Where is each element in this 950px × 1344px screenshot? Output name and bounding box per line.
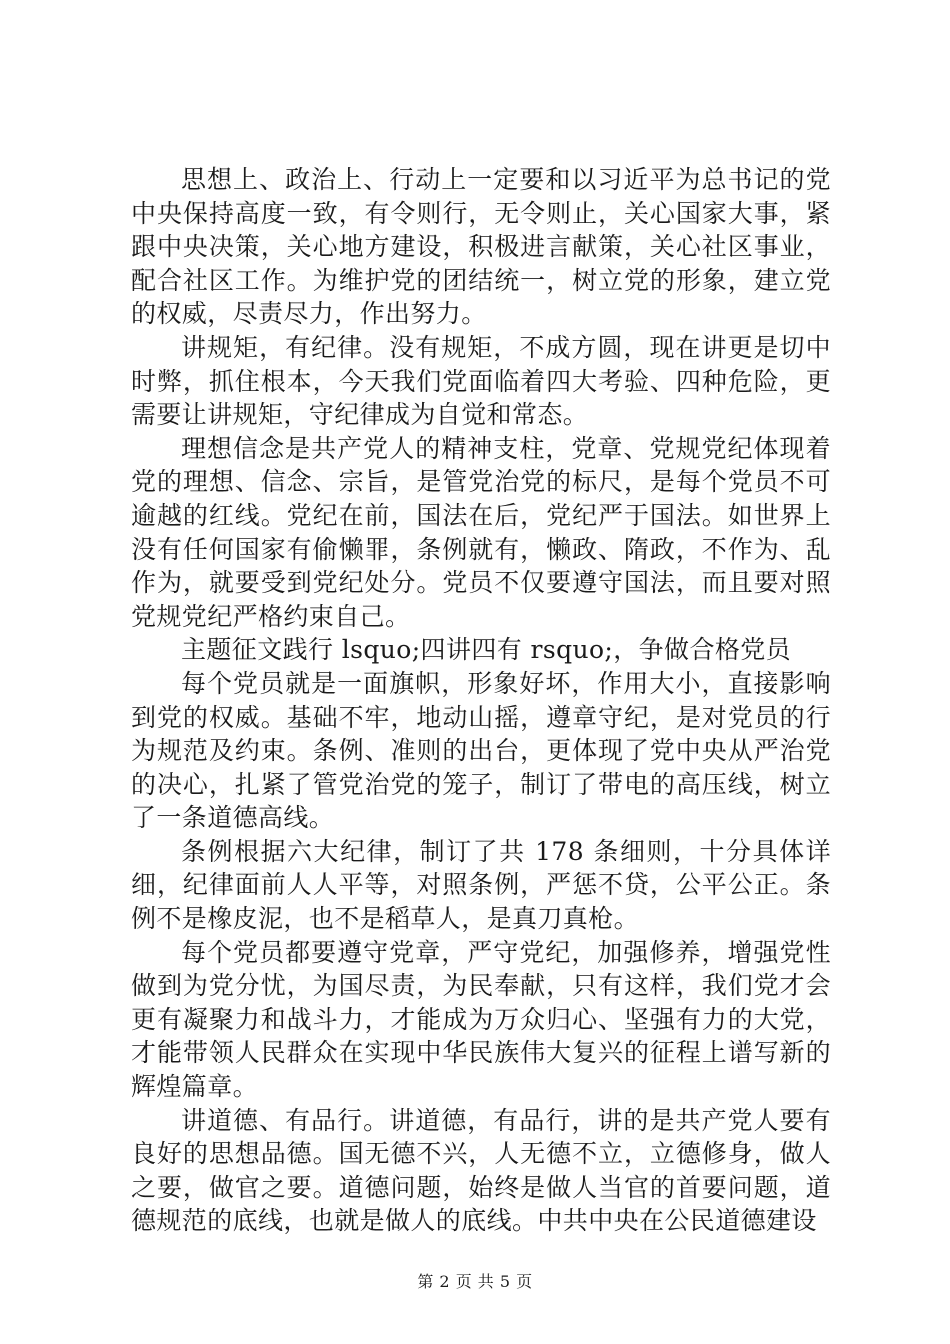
paragraph: 每个党员都要遵守党章，严守党纪，加强修养，增强党性做到为党分忧，为国尽责，为民奉献，只有这样，我们党才会更有凝聚力和战斗力，才能成为万众归心、坚强有力的大党，才能带领人民群众在实现中华民族伟大复兴的征程上谱写新的辉煌篇章。 bbox=[131, 937, 831, 1102]
paragraph: 条例根据六大纪律，制订了共 178 条细则，十分具体详细，纪律面前人人平等，对照条例，严惩不贷，公平公正。条例不是橡皮泥，也不是稻草人，是真刀真枪。 bbox=[131, 836, 831, 934]
paragraph: 讲道德、有品行。讲道德，有品行，讲的是共产党人要有良好的思想品德。国无德不兴，人无德不立，立德修身，做人之要，做官之要。道德问题，始终是做人当官的首要问题，道德规范的底线，也就是做人的底线。中共中央在公民道德建设 bbox=[131, 1105, 831, 1236]
paragraph: 讲规矩，有纪律。没有规矩，不成方圆，现在讲更是切中时弊，抓住根本，今天我们党面临着四大考验、四种危险，更需要让讲规矩，守纪律成为自觉和常态。 bbox=[131, 332, 831, 430]
paragraph: 思想上、政治上、行动上一定要和以习近平为总书记的党中央保持高度一致，有令则行，无令则止，关心国家大事，紧跟中央决策，关心地方建设，积极进言献策，关心社区事业，配合社区工作。为维护党的团结统一，树立党的形象，建立党的权威，尽责尽力，作出努力。 bbox=[131, 165, 831, 329]
document-body bbox=[131, 163, 831, 1238]
paragraph: 每个党员就是一面旗帜，形象好坏，作用大小，直接影响到党的权威。基础不牢，地动山摇，遵章守纪，是对党员的行为规范及约束。条例、准则的出台，更体现了党中央从严治党的决心，扎紧了管党治党的笼子，制订了带电的高压线，树立了一条道德高线。 bbox=[131, 668, 831, 833]
section-heading: 主题征文践行 lsquo;四讲四有 rsquo;，争做合格党员 bbox=[181, 635, 792, 665]
paragraph: 理想信念是共产党人的精神支柱，党章、党规党纪体现着党的理想、信念、宗旨，是管党治党的标尺，是每个党员不可逾越的红线。党纪在前，国法在后，党纪严于国法。如世界上没有任何国家有偷懒罪，条例就有，懒政、隋政，不作为、乱作为，就要受到党纪处分。党员不仅要遵守国法，而且要对照党规党纪严格约束自己。 bbox=[131, 433, 831, 631]
page-number-footer: 第 2 页 共 5 页 bbox=[417, 1272, 533, 1291]
